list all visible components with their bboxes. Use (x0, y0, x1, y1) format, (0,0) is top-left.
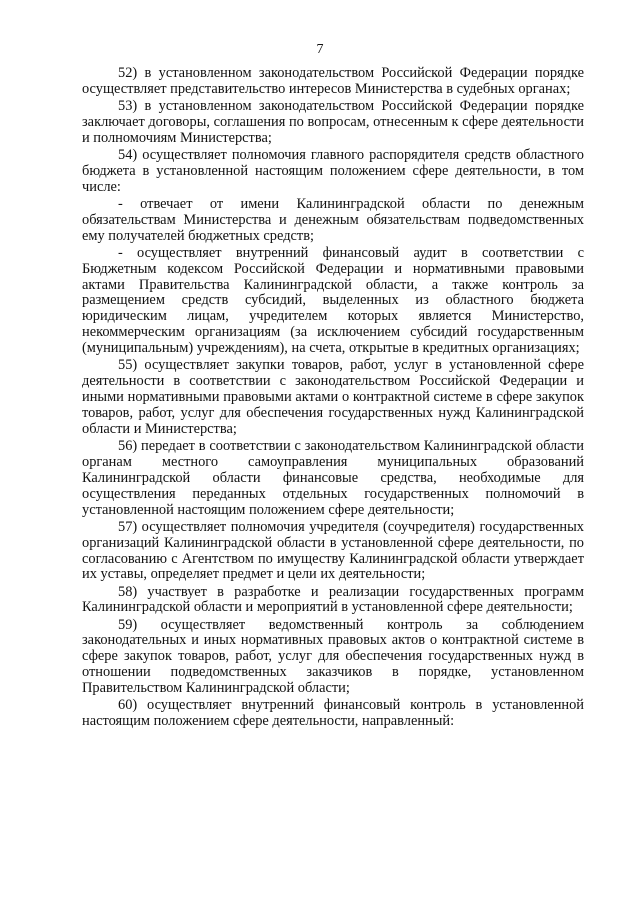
paragraph-60: 60) осуществляет внутренний финансовый контроль в установленной настоящим положением сфере деятельности, направленный: (82, 697, 584, 730)
paragraph-54: 54) осуществляет полномочия главного распорядителя средств областного бюджета в установленной настоящим положением сфере деятельности, в том числе: (82, 146, 584, 195)
paragraph-54-item-2: - осуществляет внутренний финансовый аудит в соответствии с Бюджетным кодексом Российской Федерации и нормативными правовыми актами Правительства Калининградской области, а также контроль за размещением средств субсидий, выделенных из областного бюджета юридическим лицам, учредителем которых является Министерство, некоммерческим организациям (за исключением субсидий государственным (муниципальным) учреждениям), на счета, открытые в кредитных организациях; (82, 244, 584, 357)
paragraph-57: 57) осуществляет полномочия учредителя (соучредителя) государственных организаций Калининградской области в установленной сфере деятельности, по согласованию с Агентством по имуществу Калининградской области утверждает их уставы, определяет предмет и цели их деятельности; (82, 518, 584, 583)
paragraph-52: 52) в установленном законодательством Российской Федерации порядке осуществляет представительство интересов Министерства в судебных органах; (82, 65, 584, 97)
paragraph-53: 53) в установленном законодательством Российской Федерации порядке заключает договоры, соглашения по вопросам, отнесенным к сфере деятельности и полномочиям Министерства; (82, 98, 584, 146)
paragraph-58: 58) участвует в разработке и реализации государственных программ Калининградской области и мероприятий в установленной сфере деятельности; (82, 583, 584, 616)
paragraph-59: 59) осуществляет ведомственный контроль за соблюдением законодательных и иных нормативных правовых актов о контрактной системе в сфере закупок товаров, работ, услуг для обеспечения государственных нужд в отношении подведомственных заказчиков в порядке, установленном Правительством Калининградской области; (82, 616, 584, 697)
paragraph-54-item-1: - отвечает от имени Калининградской области по денежным обязательствам Министерства и денежным обязательствам подведомственных ему получателей бюджетных средств; (82, 195, 584, 244)
paragraph-56: 56) передает в соответствии с законодательством Калининградской области органам местного самоуправления муниципальных образований Калининградской области финансовые средства, необходимые для осуществления переданных отдельных государственных полномочий в установленной настоящим положением сфере деятельности; (82, 437, 584, 518)
document-body (82, 66, 584, 731)
paragraph-55: 55) осуществляет закупки товаров, работ, услуг в установленной сфере деятельности в соответствии с законодательством Российской Федерации и иными нормативными правовыми актами о контрактной системе в сфере закупок товаров, работ, услуг для обеспечения государственных нужд Калининградской области и Министерства; (82, 357, 584, 437)
page-number: 7 (316, 42, 324, 57)
